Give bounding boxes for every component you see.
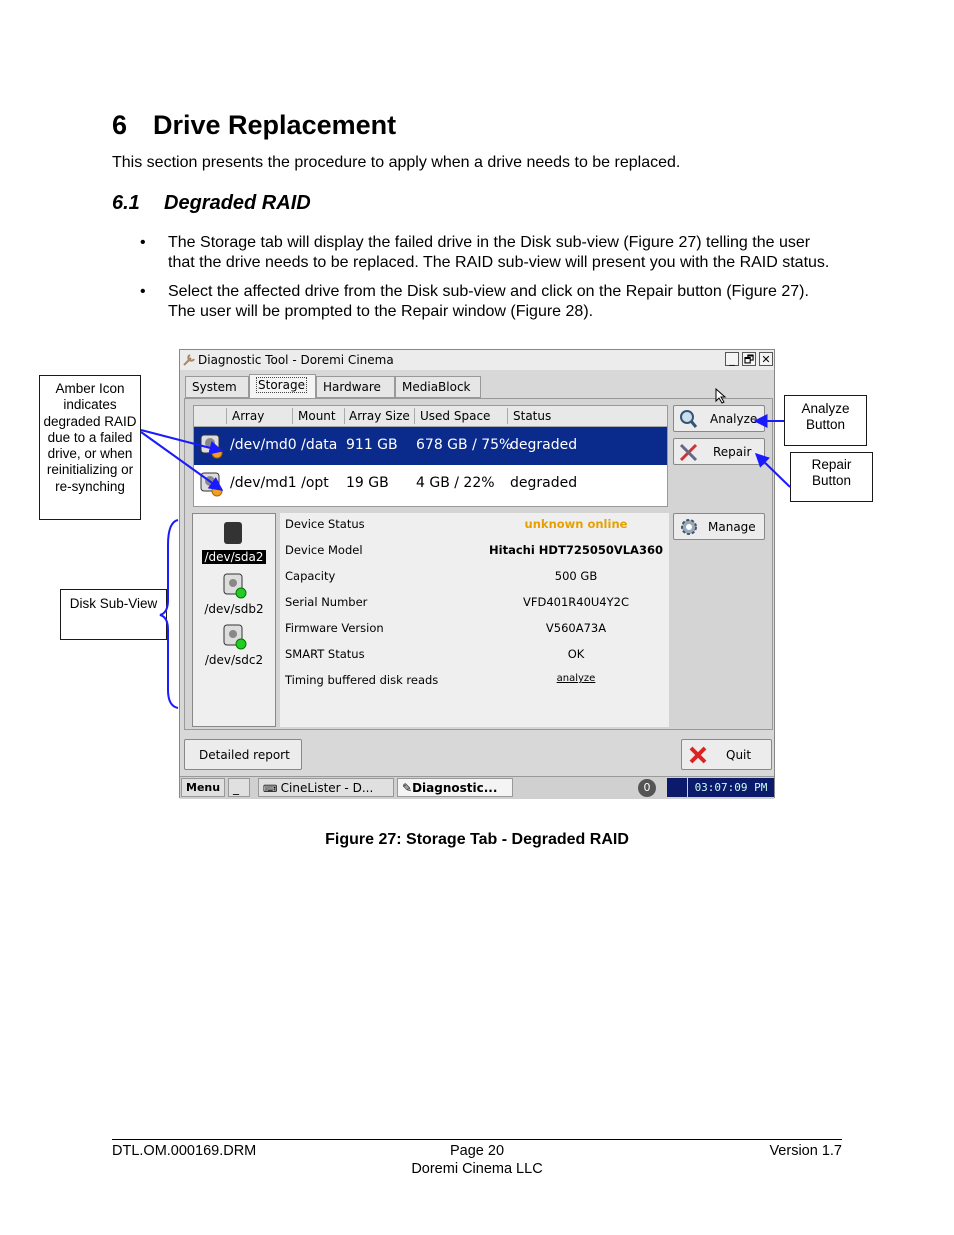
footer-rule [112, 1139, 842, 1140]
clock: 03:07:09 PM [688, 778, 774, 797]
figure-caption: Figure 27: Storage Tab - Degraded RAID [325, 831, 629, 848]
disk-item-sda2[interactable]: /dev/sda2 [193, 519, 275, 564]
array-row[interactable]: /dev/md1 /opt 19 GB 4 GB / 22% degraded [194, 465, 667, 503]
maximize-button[interactable]: 🗗 [743, 353, 755, 366]
disk-bracket [160, 520, 178, 708]
footer-version: Version 1.7 [769, 1143, 842, 1159]
array-row[interactable]: /dev/md0 /data 911 GB 678 GB / 75% degraded [194, 427, 667, 465]
window-title: Diagnostic Tool - Doremi Cinema [198, 353, 394, 367]
section-heading: 6 Drive Replacement [112, 110, 397, 140]
callout-analyze-button: Analyze Button [784, 395, 867, 446]
tab-system[interactable]: System [185, 376, 249, 398]
repair-button[interactable]: Repair [673, 438, 765, 465]
bullet-item: • Select the affected drive from the Disk sub-view and click on the Repair button (Figure 27). The user will be prompted to the Repair window (Figure 28). [140, 282, 830, 321]
footer-doc-id: DTL.OM.000169.DRM [112, 1143, 257, 1159]
taskbar-item-cinelister[interactable]: ⌨ CineLister - D... [258, 778, 394, 797]
disk-details: Device Status unknown online Device Model Hitachi HDT725050VLA360 Capacity 500 GB Serial Number VFD401R40U4Y2C Firmware Version V560A73A SMART Status OK Timing buffered disk reads analyze [280, 513, 669, 727]
bullet-item: • The Storage tab will display the failed drive in the Disk sub-view (Figure 27) telling the user that the drive needs to be replaced. The RAID sub-view will present you with the RAID status. [140, 233, 830, 272]
tab-storage[interactable]: Storage [249, 374, 316, 398]
callout-repair-button: Repair Button [790, 452, 873, 502]
manage-button[interactable]: Manage [673, 513, 765, 540]
arrow-to-repair [756, 454, 790, 487]
callout-disk-sub-view: Disk Sub-View [60, 589, 167, 640]
col-status[interactable]: Status [513, 409, 552, 423]
taskbar-item-diagnostic[interactable]: ✎Diagnostic... [397, 778, 513, 797]
footer-page: Page 20 [449, 1143, 505, 1159]
close-button[interactable]: ✕ [759, 352, 773, 366]
col-used-space[interactable]: Used Space [420, 409, 491, 423]
col-mount[interactable]: Mount [298, 409, 336, 423]
quit-button[interactable]: Quit [681, 739, 772, 770]
callout-amber-icon: Amber Icon indicates degraded RAID due to a failed drive, or when reinitializing or re-synching [39, 375, 141, 520]
keyboard-icon: ⌨ [263, 784, 281, 795]
tab-mediablock[interactable]: MediaBlock [395, 376, 481, 398]
subsection-heading: 6.1 Degraded RAID [112, 192, 311, 214]
minimize-button[interactable]: _ [725, 352, 739, 366]
analyze-button[interactable]: Analyze [673, 405, 765, 432]
disk-item-sdc2[interactable]: /dev/sdc2 [193, 622, 275, 667]
notification-badge[interactable]: 0 [638, 779, 656, 797]
col-array-size[interactable]: Array Size [349, 409, 410, 423]
detailed-report-button[interactable]: Detailed report [184, 739, 302, 770]
footer-company: Doremi Cinema LLC [411, 1161, 543, 1177]
tab-hardware[interactable]: Hardware [316, 376, 395, 398]
show-desktop-button[interactable]: _ [228, 778, 250, 797]
disk-item-sdb2[interactable]: /dev/sdb2 [193, 571, 275, 616]
analyze-link[interactable]: analyze [556, 673, 596, 684]
intro-text: This section presents the procedure to apply when a drive needs to be replaced. [112, 154, 681, 171]
menu-button[interactable]: Menu [181, 778, 225, 797]
wrench-icon: ✎ [402, 781, 413, 795]
col-array[interactable]: Array [232, 409, 265, 423]
